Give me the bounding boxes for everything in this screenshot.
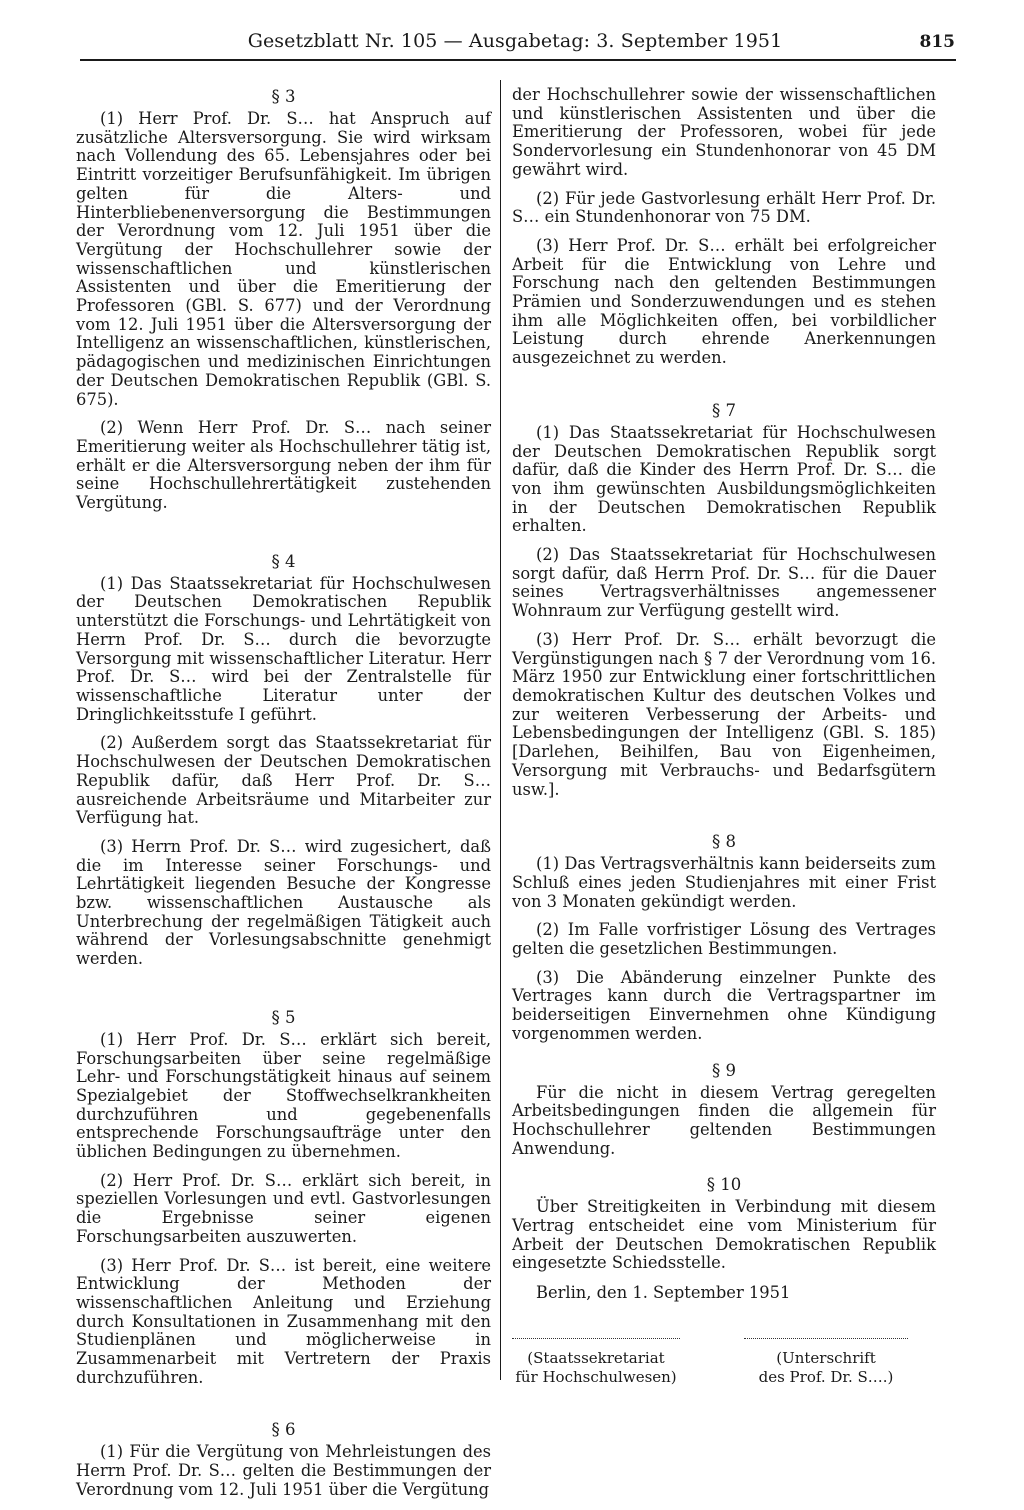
spacer [76, 979, 491, 1007]
paragraph: (3) Herr Prof. Dr. S… ist bereit, eine weitere Entwicklung der Methoden der wissenschaftlichen Anleitung und Erziehung durch Konsultationen in Zusammenhang mit den Studienplänen und möglicherweise in Zusammenarbeit mit Vertretern der Praxis durchzuführen. [76, 1255, 491, 1387]
paragraph: (1) Das Staatssekretariat für Hochschulwesen der Deutschen Demokratischen Republik sorgt dafür, daß die Kinder des Herrn Prof. Dr. S… die von ihm gewünschten Ausbildungsmöglichkeiten in der Deutschen Demokratischen Republik erhalten. [512, 422, 936, 536]
signature-professor [744, 1338, 908, 1387]
page-number: 815 [919, 32, 955, 52]
section-heading: § 5 [271, 1007, 296, 1027]
header-title: Gesetzblatt Nr. 105 — Ausgabetag: 3. September 1951 [247, 30, 783, 52]
left-column [76, 86, 491, 1510]
section-heading: § 7 [712, 400, 736, 420]
paragraph: (2) Das Staatssekretariat für Hochschulwesen sorgt dafür, daß Herrn Prof. Dr. S… für die Dauer seines Vertragsverhältnisses angemessener Wohnraum zur Verfügung gestellt wird. [512, 545, 936, 621]
section-heading: § 10 [706, 1175, 742, 1195]
paragraph: (2) Wenn Herr Prof. Dr. S… nach seiner Emeritierung weiter als Hochschullehrer tätig ist, erhält er die Altersversorgung neben der ihm für seine Hochschullehrertätigkeit zustehenden Vergütung. [76, 418, 491, 513]
paragraph: (2) Herr Prof. Dr. S… erklärt sich bereit, in speziellen Vorlesungen und evtl. Gastvorlesungen die Ergebnisse seiner eigenen Forschungsarbeiten auszuwerten. [76, 1170, 491, 1246]
right-column [512, 86, 936, 1418]
paragraph: (1) Das Staatssekretariat für Hochschulwesen der Deutschen Demokratischen Republik unterstützt die Forschungs- und Lehrtätigkeit von Herrn Prof. Dr. S… durch die bevorzugte Versorgung mit wissenschaftlicher Literatur. Herr Prof. Dr. S… wird bei der Zentralstelle für wissenschaftliche Literatur unter der Dringlichkeitsstufe I geführt. [76, 573, 491, 724]
section-heading: § 8 [712, 832, 736, 852]
signature-line [512, 1338, 680, 1339]
paragraph: Über Streitigkeiten in Verbindung mit diesem Vertrag entscheidet eine vom Ministerium für Arbeit der Deutschen Demokratischen Republik eingesetzte Schiedsstelle. [512, 1197, 936, 1273]
paragraph: (3) Herr Prof. Dr. S… erhält bei erfolgreicher Arbeit für die Entwicklung von Lehre und Forschung nach den geltenden Bestimmungen Prämien und Sonderzuwendungen und es stehen ihm alle Möglichkeiten offen, bei vorbildlicher Leistung durch ehrende Anerkennungen ausgezeichnet zu werden. [512, 235, 936, 368]
section-heading: § 3 [271, 87, 296, 106]
signature-label-line2: des Prof. Dr. S….) [758, 1368, 894, 1387]
paragraph: (2) Außerdem sorgt das Staatssekretariat für Hochschulwesen der Deutschen Demokratischen Republik dafür, daß Herr Prof. Dr. S… ausreichende Arbeitsräume und Mitarbeiter zur Verfügung hat. [76, 733, 491, 828]
paragraph-continued: der Hochschullehrer sowie der wissenschaftlichen und künstlerischen Assistenten und über die Emeritierung der Professoren, wobei für jede Sondervorlesung ein Stundenhonorar von 45 DM gewährt wird. [512, 85, 936, 179]
paragraph: (3) Herr Prof. Dr. S… erhält bevorzugt die Vergünstigungen nach § 7 der Verordnung vom 16. März 1950 zur Entwicklung einer fortschrittlichen demokratischen Kultur des deutschen Volkes und zur weiteren Verbesserung der Arbeits- und Lebensbedingungen der Intelligenz (GBl. S. 185) [Darlehen, Beihilfen, Bau von Eigenheimen, Versorgung mit Verbrauchs- und Bedarfsgütern usw.]. [512, 629, 936, 799]
section-heading: § 9 [712, 1060, 736, 1080]
spacer [512, 378, 936, 400]
place-date: Berlin, den 1. September 1951 [536, 1283, 791, 1303]
signature-line [744, 1338, 908, 1339]
signature-block [512, 1338, 936, 1418]
spacer [76, 1397, 491, 1419]
section-heading: § 4 [271, 551, 296, 571]
signature-label-line1: (Unterschrift [776, 1349, 876, 1368]
section-heading: § 6 [271, 1420, 296, 1440]
paragraph: (2) Für jede Gastvorlesung erhält Herr Prof. Dr. S… ein Stundenhonorar von 75 DM. [512, 188, 936, 227]
paragraph: (1) Das Vertragsverhältnis kann beiderseits zum Schluß eines jeden Studienjahres mit einer Frist von 3 Monaten gekündigt werden. [512, 854, 936, 911]
column-divider [500, 80, 501, 1380]
signature-staatssekretariat [512, 1338, 680, 1387]
signature-label-line2: für Hochschulwesen) [515, 1368, 677, 1387]
paragraph: (3) Die Abänderung einzelner Punkte des Vertrages kann durch die Vertragspartner im beiderseitigen Einvernehmen ohne Kündigung vorgenommen werden. [512, 967, 936, 1043]
paragraph: (1) Herr Prof. Dr. S… hat Anspruch auf zusätzliche Altersversorgung. Sie wird wirksam nach Vollendung des 65. Lebensjahres oder bei Eintritt vorzeitiger Berufsunfähigkeit. Im übrigen gelten für die Alters- und Hinterbliebenenversorgung die Bestimmungen der Verordnung vom 12. Juli 1951 über die Vergütung der Hochschullehrer sowie der wissenschaftlichen und künstlerischen Assistenten und über die Emeritierung der Professoren (GBl. S. 677) und der Verordnung vom 12. Juli 1951 über die Altersversorgung der Intelligenz an wissenschaftlichen, künstlerischen, pädagogischen und medizinischen Einrichtungen der Deutschen Demokratischen Republik (GBl. S. 675). [76, 109, 491, 409]
paragraph: (1) Herr Prof. Dr. S… erklärt sich bereit, Forschungsarbeiten über seine regelmäßige Lehr- und Forschungstätigkeit hinaus auf seinem Spezialgebiet der Stoffwechselkrankheiten durchzuführen und gegebenenfalls entsprechende Forschungsaufträge unter den üblichen Bedingungen zu übernehmen. [76, 1029, 491, 1162]
paragraph: (1) Für die Vergütung von Mehrleistungen des Herrn Prof. Dr. S… gelten die Bestimmungen der Verordnung vom 12. Juli 1951 über die Vergütung [76, 1442, 491, 1499]
signature-label-line1: (Staatssekretariat [527, 1349, 665, 1368]
paragraph: Für die nicht in diesem Vertrag geregelten Arbeitsbedingungen finden die allgemein für Hochschullehrer geltenden Bestimmungen Anwendung. [512, 1082, 936, 1158]
paragraph: (3) Herrn Prof. Dr. S… wird zugesichert, daß die im Interesse seiner Forschungs- und Lehrtätigkeit liegenden Besuche der Kongresse bzw. wissenschaftlichen Austausche als Unterbrechung der regelmäßigen Tätigkeit auch während der Vorlesungsabschnitte genehmigt werden. [76, 836, 491, 969]
paragraph: (2) Im Falle vorfristiger Lösung des Vertrages gelten die gesetzlichen Bestimmungen. [512, 920, 936, 959]
spacer [512, 809, 936, 831]
header-rule [80, 59, 956, 61]
page-header [75, 30, 955, 60]
spacer [76, 523, 491, 551]
